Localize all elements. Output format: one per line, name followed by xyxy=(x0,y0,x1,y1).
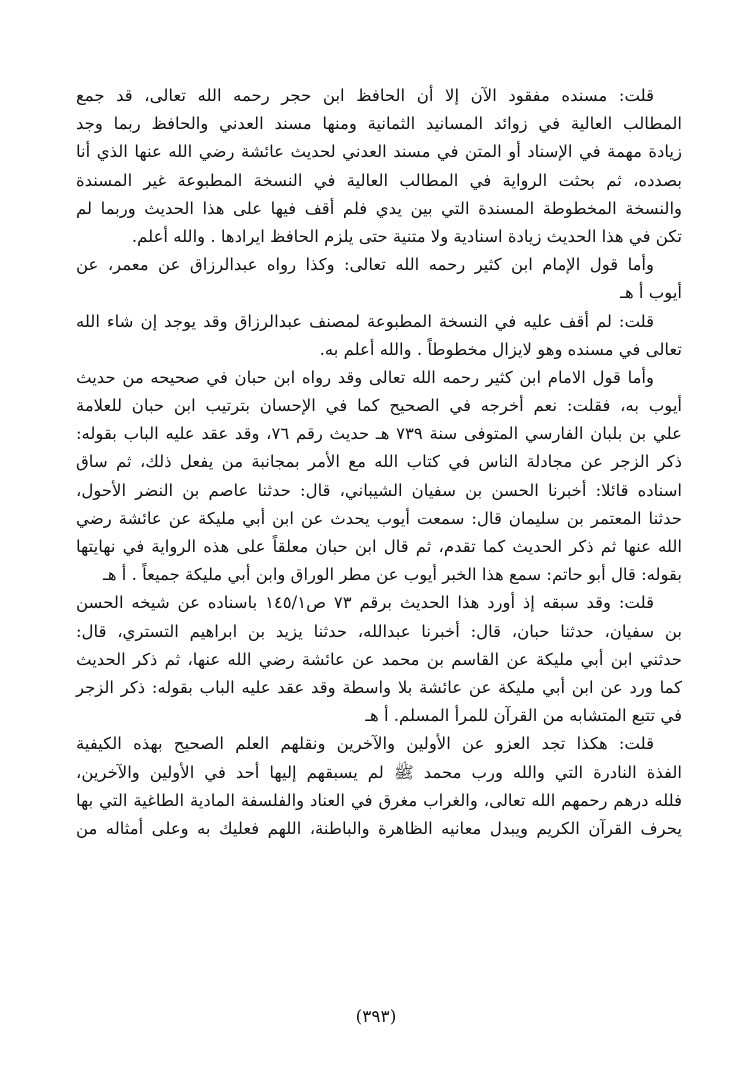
text-line: حدثنا المعتمر بن سليمان قال: سمعت أيوب يحدث عن ابن أبي مليكة عن عائشة رضي xyxy=(76,508,682,528)
text-line: زيادة مهمة في الإسناد أو المتن في مسند العدني لحديث عائشة رضي الله عنها الذي أنا xyxy=(76,142,682,162)
text-line: اسناده قائلا: أخبرنا الحسن بن سفيان الشيباني، قال: حدثنا عاصم بن النضر الأحول، xyxy=(76,480,682,500)
text-line: تكن في هذا الحديث زيادة اسنادية ولا متنية حتى يلزم الحافظ ايرادها . والله أعلم. xyxy=(131,226,682,246)
text-line: أيوب به، فقلت: نعم أخرجه في الصحيح كما في الإحسان بترتيب ابن حبان للعلامة xyxy=(76,396,682,416)
text-line: وأما قول الإمام ابن كثير رحمه الله تعالى: وكذا رواه عبدالرزاق عن معمر، عن xyxy=(76,255,654,275)
text-line: تعالى في مسنده وهو لايزال مخطوطاً . والله أعلم به. xyxy=(319,339,682,359)
text-line: قلت: مسنده مفقود الآن إلا أن الحافظ ابن حجر رحمه الله تعالى، قد جمع xyxy=(76,86,654,105)
text-line: بقوله: قال أبو حاتم: سمع هذا الخبر أيوب عن مطر الوراق وابن أبي مليكة جميعاً . أ هـ xyxy=(102,565,682,585)
text-line: الفذة النادرة التي والله ورب محمد ﷺ لم يسبقهم إليها أحد في الأولين والآخرين، xyxy=(76,762,682,782)
text-line: علي بن بلبان الفارسي المتوفى سنة ٧٣٩ هـ حديث رقم ٧٦، وقد عقد عليه الباب بقوله: xyxy=(76,424,682,444)
text-line: والنسخة المخطوطة المسندة التي بين يدي فلم أقف فيها على هذا الحديث وربما لم xyxy=(76,198,682,218)
text-line: قلت: لم أقف عليه في النسخة المطبوعة لمصنف عبدالرزاق وقد يوجد إن شاء الله xyxy=(76,311,654,331)
text-line: يحرف القرآن الكريم ويبدل معانيه الظاهرة والباطنة، اللهم فعليك به وعلى أمثاله من xyxy=(76,818,682,838)
text-line: قلت: وقد سبقه إذ أورد هذا الحديث برقم ٧٣ ص١٤٥/١ باسناده عن شيخه الحسن xyxy=(76,593,654,613)
text-line: بن سفيان، حدثنا حبان، قال: أخبرنا عبدالله، حدثنا يزيد بن ابراهيم التستري، قال: xyxy=(76,621,682,641)
text-line: أيوب أ هـ xyxy=(620,283,682,303)
text-line: المطالب العالية في زوائد المسانيد الثمانية ومنها مسند العدني والحافظ ربما وجد xyxy=(76,114,682,134)
text-line: وأما قول الامام ابن كثير رحمه الله تعالى وقد رواه ابن حبان في صحيحه من حديث xyxy=(76,367,654,387)
text-line: فلله درهم رحمهم الله تعالى، والغراب مغرق في العناد والفلسفة المادية الطاغية التي بها xyxy=(76,790,682,810)
text-line: قلت: هكذا تجد العزو عن الأولين والآخرين ونقلهم العلم الصحيح بهذه الكيفية xyxy=(76,734,654,754)
text-line: ذكر الزجر عن مجادلة الناس في كتاب الله مع الأمر بمجانبة من يفعل ذلك، ثم ساق xyxy=(76,452,682,472)
body-text xyxy=(76,82,682,843)
text-line: كما ورد عن ابن أبي مليكة عن عائشة بلا واسطة وقد عقد عليه الباب بقوله: ذكر الزجر xyxy=(76,677,682,697)
text-line: الله عنها ثم ذكر الحديث كما تقدم، ثم قال ابن حبان معلقاً على هذه الرواية في نهايتها xyxy=(76,537,682,556)
text-line: حدثني ابن أبي مليكة عن القاسم بن محمد عن عائشة رضي الله عنها، ثم ذكر الحديث xyxy=(76,649,682,669)
text-line: في تتبع المتشابه من القرآن للمرأ المسلم. أ هـ xyxy=(365,706,682,726)
text-line: بصدده، ثم بحثت الرواية في المطالب العالية في النسخة المطبوعة غير المسندة xyxy=(76,170,682,190)
page-number: (٣٩٣) xyxy=(355,1007,397,1027)
